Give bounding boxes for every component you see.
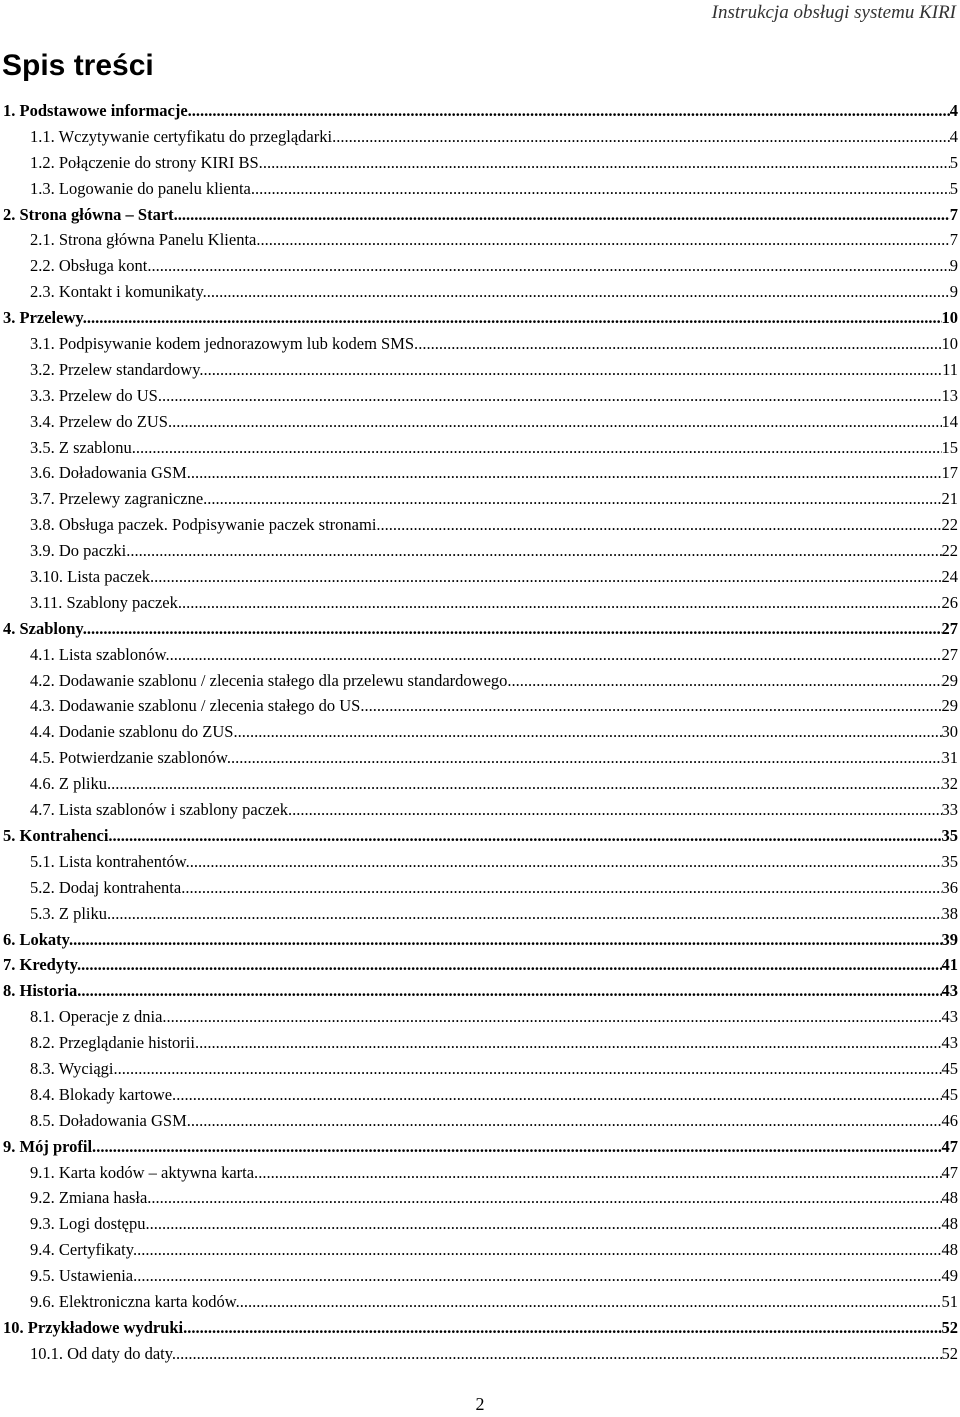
toc-dot-leader: [238, 719, 942, 745]
toc-section-link[interactable]: [0, 1160, 960, 1186]
toc-page-number: 7: [949, 204, 958, 224]
toc-page-number: 30: [941, 722, 958, 742]
toc-chapter-link[interactable]: [0, 927, 960, 953]
toc-section-link[interactable]: [0, 590, 960, 616]
toc-entry-title: 9.4. Certyfikaty.: [30, 1240, 138, 1260]
toc-page-number: 13: [941, 385, 958, 405]
toc-section-link[interactable]: [0, 1263, 960, 1289]
toc-section-link[interactable]: [0, 745, 960, 771]
toc-entry-title: 8.5. Doładowania GSM.: [30, 1110, 191, 1130]
toc-page-number: 41: [941, 955, 958, 975]
toc-page-number: 47: [941, 1162, 958, 1182]
toc-page-number: 35: [941, 851, 958, 871]
toc-entry-title: 3.10. Lista paczek.: [30, 567, 155, 587]
toc-dot-leader: [130, 538, 941, 564]
toc-entry-title: 8.2. Przeglądanie historii.: [30, 1033, 200, 1053]
toc-entry-title: 3.9. Do paczki.: [30, 541, 131, 561]
toc-section-link[interactable]: [0, 227, 960, 253]
toc-dot-leader: [365, 693, 942, 719]
toc-entry-title: 5.1. Lista kontrahentów.: [30, 851, 190, 871]
toc-dot-leader: [418, 331, 941, 357]
toc-page-number: 48: [941, 1214, 958, 1234]
toc-page-number: 33: [941, 800, 958, 820]
toc-page-number: 7: [949, 230, 958, 250]
toc-entry-title: 3.3. Przelew do US.: [30, 385, 162, 405]
toc-entry-title: 2.1. Strona główna Panelu Klienta.: [30, 230, 261, 250]
toc-section-link[interactable]: [0, 1004, 960, 1030]
toc-page-number: 31: [941, 748, 958, 768]
toc-entry-title: 4.2. Dodawanie szablonu / zlecenia stałego dla przelewu standardowego.: [30, 670, 512, 690]
toc-dot-leader: [87, 616, 942, 642]
toc-page-number: 22: [941, 515, 958, 535]
toc-dot-leader: [87, 305, 942, 331]
toc-dot-leader: [191, 1108, 942, 1134]
toc-page-number: 14: [941, 411, 958, 431]
toc-chapter-link[interactable]: [0, 202, 960, 228]
toc-chapter-link[interactable]: [0, 823, 960, 849]
toc-page-number: 45: [941, 1058, 958, 1078]
toc-entry-title: 6. Lokaty.: [3, 929, 74, 949]
toc-section-link[interactable]: [0, 668, 960, 694]
toc-page-number: 38: [941, 903, 958, 923]
toc-dot-leader: [136, 435, 942, 461]
toc-section-link[interactable]: [0, 1056, 960, 1082]
toc-page-number: 52: [941, 1317, 958, 1337]
toc-dot-leader: [81, 978, 941, 1004]
toc-page-number: 52: [941, 1343, 958, 1363]
table-of-contents: [0, 98, 960, 1367]
toc-page-number: 49: [941, 1266, 958, 1286]
toc-entry-title: 4.1. Lista szablonów.: [30, 644, 170, 664]
toc-entry-title: 9. Mój profil.: [3, 1136, 97, 1156]
toc-page-number: 48: [941, 1188, 958, 1208]
toc-entry-title: 8.1. Operacje z dnia.: [30, 1007, 167, 1027]
toc-dot-leader: [118, 1056, 942, 1082]
toc-dot-leader: [192, 98, 950, 124]
toc-entry-title: 8.4. Blokady kartowe.: [30, 1084, 177, 1104]
toc-dot-leader: [170, 642, 942, 668]
toc-entry-title: 9.5. Ustawienia.: [30, 1266, 138, 1286]
toc-page-number: 39: [941, 929, 958, 949]
toc-section-link[interactable]: [0, 849, 960, 875]
toc-dot-leader: [185, 875, 941, 901]
toc-dot-leader: [178, 202, 950, 228]
toc-section-link[interactable]: [0, 1211, 960, 1237]
toc-page-number: 22: [941, 541, 958, 561]
toc-entry-title: 9.3. Logi dostępu.: [30, 1214, 150, 1234]
toc-dot-leader: [261, 227, 950, 253]
toc-section-link[interactable]: [0, 331, 960, 357]
toc-chapter-link[interactable]: [0, 978, 960, 1004]
toc-page-number: 36: [941, 877, 958, 897]
toc-section-link[interactable]: [0, 538, 960, 564]
toc-page-number: 43: [941, 1007, 958, 1027]
toc-entry-title: 1.3. Logowanie do panelu klienta.: [30, 178, 255, 198]
toc-entry-title: 8.3. Wyciągi.: [30, 1058, 118, 1078]
toc-page-number: 17: [941, 463, 958, 483]
toc-entry-title: 3.2. Przelew standardowy.: [30, 359, 204, 379]
toc-section-link[interactable]: [0, 719, 960, 745]
toc-entry-title: 3.1. Podpisywanie kodem jednorazowym lub kodem SMS.: [30, 334, 419, 354]
toc-dot-leader: [231, 745, 941, 771]
toc-page-number: 35: [941, 825, 958, 845]
toc-section-link[interactable]: [0, 279, 960, 305]
toc-entry-title: 2. Strona główna – Start.: [3, 204, 178, 224]
toc-entry-title: 10. Przykładowe wydruki.: [3, 1317, 188, 1337]
toc-page-number: 11: [942, 359, 958, 379]
toc-entry-title: 1.1. Wczytywanie certyfikatu do przeglądarki.: [30, 126, 337, 146]
toc-entry-title: 4.7. Lista szablonów i szablony paczek.: [30, 800, 293, 820]
toc-page-number: 29: [941, 696, 958, 716]
toc-page-number: 27: [941, 644, 958, 664]
toc-dot-leader: [292, 797, 941, 823]
toc-page-number: 43: [941, 981, 958, 1001]
toc-entry-title: 4.5. Potwierdzanie szablonów.: [30, 748, 232, 768]
toc-dot-leader: [187, 1315, 941, 1341]
toc-section-link[interactable]: [0, 176, 960, 202]
toc-section-link[interactable]: [0, 460, 960, 486]
toc-chapter-link[interactable]: [0, 1315, 960, 1341]
toc-dot-leader: [137, 1263, 941, 1289]
toc-dot-leader: [113, 823, 942, 849]
toc-entry-title: 9.6. Elektroniczna karta kodów.: [30, 1291, 240, 1311]
toc-entry-title: 5.3. Z pliku.: [30, 903, 112, 923]
toc-dot-leader: [207, 486, 941, 512]
toc-entry-title: 5. Kontrahenci.: [3, 825, 113, 845]
toc-section-link[interactable]: [0, 1341, 960, 1367]
toc-section-link[interactable]: [0, 383, 960, 409]
toc-dot-leader: [190, 849, 942, 875]
toc-entry-title: 4.6. Z pliku.: [30, 774, 112, 794]
toc-section-link[interactable]: [0, 512, 960, 538]
toc-dot-leader: [182, 590, 942, 616]
toc-dot-leader: [512, 668, 942, 694]
toc-dot-leader: [204, 357, 943, 383]
toc-section-link[interactable]: [0, 771, 960, 797]
toc-section-link[interactable]: [0, 797, 960, 823]
toc-chapter-link[interactable]: [0, 98, 960, 124]
toc-section-link[interactable]: [0, 901, 960, 927]
toc-dot-leader: [172, 409, 941, 435]
toc-page-number: 43: [941, 1033, 958, 1053]
toc-dot-leader: [151, 1185, 941, 1211]
toc-dot-leader: [240, 1289, 942, 1315]
toc-page-number: 24: [941, 567, 958, 587]
toc-entry-title: 7. Kredyty.: [3, 955, 82, 975]
toc-dot-leader: [263, 150, 950, 176]
toc-dot-leader: [147, 253, 949, 279]
toc-section-link[interactable]: [0, 486, 960, 512]
toc-page-number: 4: [949, 101, 958, 120]
toc-dot-leader: [258, 1160, 941, 1186]
toc-page-number: 5: [949, 178, 958, 198]
toc-section-link[interactable]: [0, 1237, 960, 1263]
toc-entry-title: 8. Historia.: [3, 981, 82, 1001]
toc-entry-title: 2.3. Kontakt i komunikaty.: [30, 282, 207, 302]
toc-section-link[interactable]: [0, 409, 960, 435]
toc-entry-title: 9.2. Zmiana hasła.: [30, 1188, 152, 1208]
toc-entry-title: 3.7. Przelewy zagraniczne.: [30, 489, 208, 509]
toc-dot-leader: [137, 1237, 941, 1263]
toc-entry-title: 10.1. Od daty do daty.: [30, 1343, 177, 1363]
toc-page-number: 10: [941, 308, 958, 328]
toc-chapter-link[interactable]: [0, 952, 960, 978]
toc-entry-title: 3. Przelewy.: [3, 308, 87, 328]
toc-dot-leader: [255, 176, 950, 202]
toc-dot-leader: [111, 771, 941, 797]
toc-dot-leader: [207, 279, 950, 305]
toc-dot-leader: [162, 383, 942, 409]
toc-section-link[interactable]: [0, 564, 960, 590]
toc-dot-leader: [111, 901, 941, 927]
toc-page-number: 48: [941, 1240, 958, 1260]
toc-section-link[interactable]: [0, 1185, 960, 1211]
toc-dot-leader: [381, 512, 942, 538]
toc-dot-leader: [81, 952, 941, 978]
toc-dot-leader: [191, 460, 942, 486]
toc-dot-leader: [96, 1134, 941, 1160]
toc-entry-title: 3.5. Z szablonu.: [30, 437, 136, 457]
toc-chapter-link[interactable]: [0, 305, 960, 331]
toc-entry-title: 1.2. Połączenie do strony KIRI BS.: [30, 152, 263, 172]
toc-section-link[interactable]: [0, 357, 960, 383]
toc-page-number: 45: [941, 1084, 958, 1104]
toc-entry-title: 3.11. Szablony paczek.: [30, 592, 182, 612]
toc-section-link[interactable]: [0, 124, 960, 150]
toc-page-number: 4: [949, 126, 958, 146]
toc-page-number: 26: [941, 592, 958, 612]
toc-chapter-link[interactable]: [0, 616, 960, 642]
toc-section-link[interactable]: [0, 1108, 960, 1134]
toc-page-number: 27: [941, 618, 958, 638]
toc-page-number: 29: [941, 670, 958, 690]
toc-title: Spis treści: [2, 49, 154, 82]
toc-section-link[interactable]: [0, 642, 960, 668]
toc-entry-title: 1. Podstawowe informacje.: [3, 101, 192, 120]
running-header: Instrukcja obsługi systemu KIRI: [711, 2, 956, 23]
toc-entry-title: 9.1. Karta kodów – aktywna karta.: [30, 1162, 259, 1182]
toc-dot-leader: [150, 1211, 942, 1237]
toc-section-link[interactable]: [0, 253, 960, 279]
toc-section-link[interactable]: [0, 150, 960, 176]
toc-section-link[interactable]: [0, 1082, 960, 1108]
toc-entry-title: 5.2. Dodaj kontrahenta.: [30, 877, 186, 897]
toc-section-link[interactable]: [0, 1030, 960, 1056]
toc-dot-leader: [199, 1030, 941, 1056]
toc-page-number: 5: [949, 152, 958, 172]
toc-page-number: 47: [941, 1136, 958, 1156]
toc-page-number: 10: [941, 334, 958, 354]
toc-entry-title: 4.4. Dodanie szablonu do ZUS.: [30, 722, 238, 742]
toc-dot-leader: [167, 1004, 942, 1030]
toc-dot-leader: [176, 1341, 941, 1367]
toc-entry-title: 3.4. Przelew do ZUS.: [30, 411, 173, 431]
toc-section-link[interactable]: [0, 1289, 960, 1315]
toc-entry-title: 2.2. Obsługa kont: [30, 256, 148, 276]
toc-page-number: 46: [941, 1110, 958, 1130]
toc-page-number: 32: [941, 774, 958, 794]
toc-section-link[interactable]: [0, 875, 960, 901]
toc-entry-title: 3.6. Doładowania GSM.: [30, 463, 191, 483]
page-number: 2: [475, 1394, 485, 1414]
toc-page-number: 9: [949, 282, 958, 302]
toc-page-number: 51: [941, 1291, 958, 1311]
toc-entry-title: 4.3. Dodawanie szablonu / zlecenia stałego do US.: [30, 696, 365, 716]
toc-entry-title: 3.8. Obsługa paczek. Podpisywanie paczek stronami.: [30, 515, 381, 535]
toc-page-number: 9: [949, 256, 958, 276]
toc-dot-leader: [176, 1082, 941, 1108]
toc-section-link[interactable]: [0, 693, 960, 719]
toc-section-link[interactable]: [0, 435, 960, 461]
toc-chapter-link[interactable]: [0, 1134, 960, 1160]
toc-page-number: 21: [941, 489, 958, 509]
toc-page-number: 15: [941, 437, 958, 457]
toc-entry-title: 4. Szablony.: [3, 618, 87, 638]
toc-dot-leader: [336, 124, 950, 150]
toc-dot-leader: [154, 564, 941, 590]
toc-dot-leader: [73, 927, 941, 953]
